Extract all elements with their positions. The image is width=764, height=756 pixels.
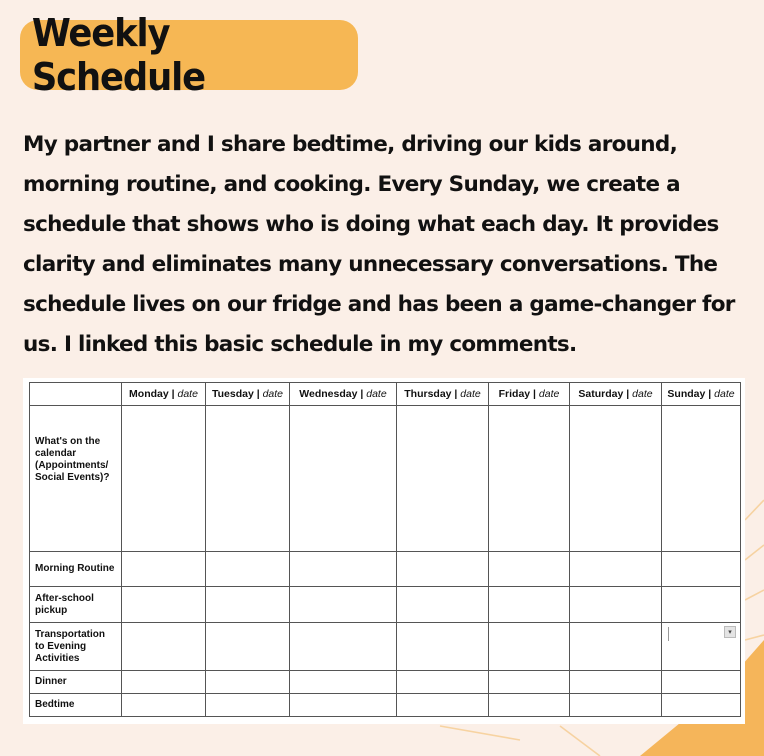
schedule-cell[interactable] (290, 587, 397, 623)
schedule-cell[interactable] (122, 694, 206, 717)
row-label: Transportation to Evening Activities (30, 623, 122, 671)
table-row (30, 623, 741, 671)
schedule-cell[interactable] (206, 694, 290, 717)
day-header[interactable]: Monday | date (122, 383, 206, 406)
row-label: Dinner (30, 671, 122, 694)
day-header[interactable]: Thursday | date (397, 383, 489, 406)
schedule-cell[interactable] (397, 623, 489, 671)
schedule-cell[interactable] (206, 587, 290, 623)
schedule-cell[interactable] (290, 671, 397, 694)
schedule-cell-active[interactable] (662, 623, 741, 671)
table-row (30, 694, 741, 717)
schedule-cell[interactable] (662, 587, 741, 623)
schedule-cell[interactable] (570, 552, 662, 587)
day-header[interactable]: Friday | date (489, 383, 570, 406)
schedule-cell[interactable] (662, 406, 741, 552)
schedule-cell[interactable] (206, 671, 290, 694)
schedule-cell[interactable] (122, 671, 206, 694)
header-row (30, 383, 741, 406)
schedule-cell[interactable] (206, 623, 290, 671)
schedule-cell[interactable] (570, 623, 662, 671)
row-label: Bedtime (30, 694, 122, 717)
schedule-cell[interactable] (397, 694, 489, 717)
schedule-cell[interactable] (489, 671, 570, 694)
schedule-cell[interactable] (290, 406, 397, 552)
day-header[interactable]: Tuesday | date (206, 383, 290, 406)
schedule-cell[interactable] (662, 671, 741, 694)
schedule-cell[interactable] (570, 587, 662, 623)
table-row (30, 406, 741, 552)
schedule-cell[interactable] (489, 406, 570, 552)
schedule-cell[interactable] (570, 406, 662, 552)
page-title: Weekly Schedule (31, 11, 205, 99)
schedule-sheet (23, 378, 745, 724)
schedule-cell[interactable] (489, 623, 570, 671)
schedule-cell[interactable] (570, 694, 662, 717)
schedule-cell[interactable] (290, 694, 397, 717)
table-row (30, 587, 741, 623)
schedule-table (29, 382, 741, 717)
schedule-cell[interactable] (290, 552, 397, 587)
schedule-cell[interactable] (489, 552, 570, 587)
row-label: Morning Routine (30, 552, 122, 587)
schedule-cell[interactable] (397, 552, 489, 587)
schedule-cell[interactable] (397, 406, 489, 552)
title-badge (20, 11, 358, 99)
schedule-cell[interactable] (122, 623, 206, 671)
schedule-cell[interactable] (206, 552, 290, 587)
row-label: After-school pickup (30, 587, 122, 623)
day-header[interactable]: Wednesday | date (290, 383, 397, 406)
day-header[interactable]: Saturday | date (570, 383, 662, 406)
schedule-cell[interactable] (489, 694, 570, 717)
schedule-cell[interactable] (489, 587, 570, 623)
schedule-cell[interactable] (122, 406, 206, 552)
row-label: What's on the calendar (Appointments/ Social Events)? (30, 406, 122, 552)
schedule-cell[interactable] (122, 587, 206, 623)
schedule-cell[interactable] (397, 671, 489, 694)
schedule-cell[interactable] (662, 552, 741, 587)
day-header[interactable]: Sunday | date (662, 383, 741, 406)
schedule-cell[interactable] (122, 552, 206, 587)
text-cursor (668, 627, 669, 641)
table-row (30, 552, 741, 587)
schedule-cell[interactable] (662, 694, 741, 717)
dropdown-arrow-icon[interactable]: ▾ (724, 626, 736, 638)
schedule-cell[interactable] (290, 623, 397, 671)
description-paragraph: My partner and I share bedtime, driving our kids around, morning routine, and cooking. Every Sunday, we create a schedule that shows who is doing what each day. It provides clarity and eliminates many unnecessary conversations. The schedule lives on our fridge and has been a game-changer for us. I linked this basic schedule in my comments. (23, 132, 735, 357)
schedule-cell[interactable] (570, 671, 662, 694)
schedule-cell[interactable] (206, 406, 290, 552)
schedule-cell[interactable] (397, 587, 489, 623)
corner-cell (30, 383, 122, 406)
table-row (30, 671, 741, 694)
